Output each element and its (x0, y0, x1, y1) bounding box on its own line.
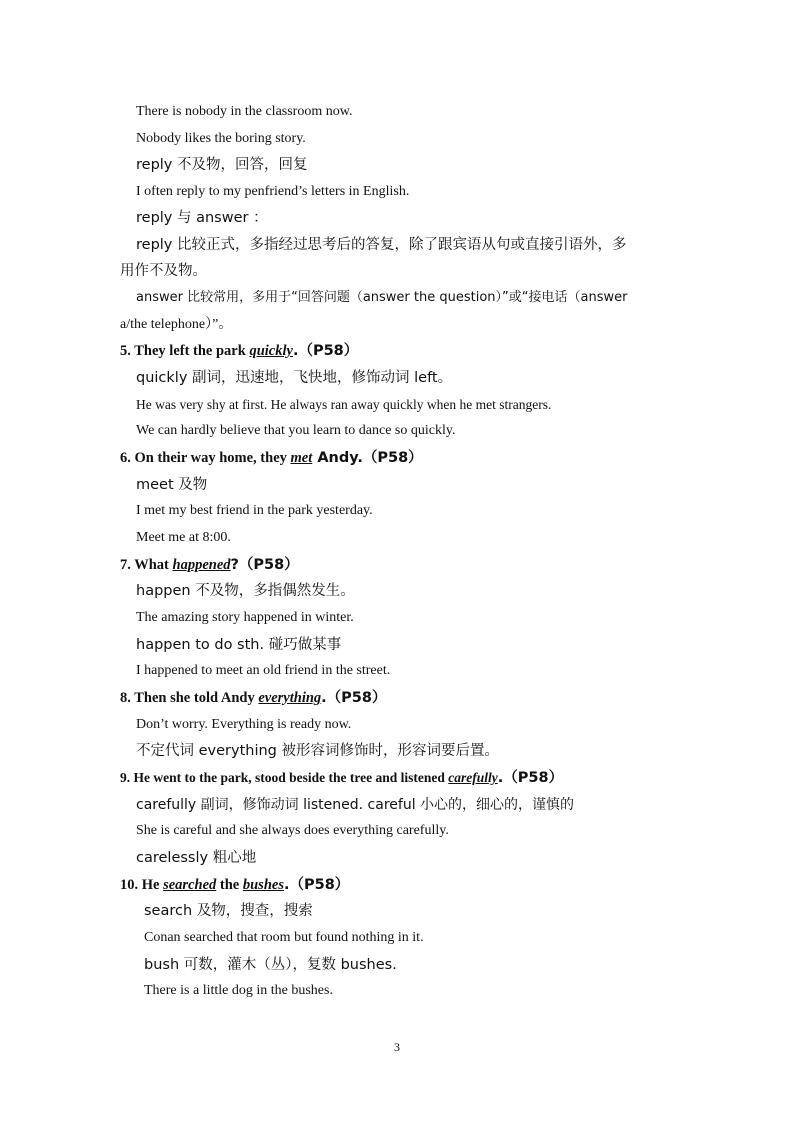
section-heading-7: 7. What happened?（P58） (120, 557, 299, 573)
text-line: bush 可数，灌木（丛），复数 bushes. (144, 957, 397, 973)
text-line: reply 比较正式，多指经过思考后的答复，除了跟宾语从句或直接引语外，多 (136, 237, 627, 253)
text-line: reply 不及物，回答，回复 (136, 157, 308, 173)
text-line: Don’t worry. Everything is ready now. (136, 717, 352, 732)
text-line: Meet me at 8:00. (136, 530, 231, 545)
text-line: carefully 副词，修饰动词 listened. careful 小心的，细心的，谨慎的 (136, 797, 575, 813)
text-line: There is a little dog in the bushes. (144, 983, 333, 998)
section-heading-9: 9. He went to the park, stood beside the tree and listened carefully.（P58） (120, 770, 564, 786)
keyword: searched (163, 877, 217, 893)
text-line: I happened to meet an old friend in the street. (136, 663, 391, 678)
text-line: There is nobody in the classroom now. (136, 104, 353, 119)
text-line: 用作不及物。 (120, 263, 207, 279)
text-line: The amazing story happened in winter. (136, 610, 354, 625)
keyword: happened (172, 557, 231, 573)
text-line: I met my best friend in the park yesterday. (136, 503, 373, 518)
text-line: We can hardly believe that you learn to dance so quickly. (136, 423, 456, 438)
text-line: search 及物，搜查，搜索 (144, 903, 313, 919)
text-line: meet 及物 (136, 477, 208, 493)
text-line: reply 与 answer ： (136, 210, 268, 226)
text-line: happen 不及物，多指偶然发生。 (136, 583, 355, 599)
keyword: everything (258, 690, 322, 706)
text-line: He was very shy at first. He always ran away quickly when he met strangers. (136, 397, 552, 412)
text-line: She is careful and she always does everything carefully. (136, 823, 449, 838)
keyword: carefully (448, 770, 498, 785)
keyword: met (290, 450, 313, 466)
section-heading-8: 8. Then she told Andy everything.（P58） (120, 690, 387, 706)
section-heading-6: 6. On their way home, they met Andy.（P58） (120, 450, 423, 466)
text-line: Conan searched that room but found nothing in it. (144, 930, 424, 945)
text-line: carelessly 粗心地 (136, 850, 257, 866)
page-number: 3 (394, 1040, 400, 1054)
keyword: bushes (242, 877, 284, 893)
text-line: Nobody likes the boring story. (136, 131, 306, 146)
text-line: 不定代词 everything 被形容词修饰时，形容词要后置。 (136, 743, 499, 759)
text-line: a/the telephone）”。 (120, 317, 233, 332)
section-heading-5: 5. They left the park quickly.（P58） (120, 343, 359, 359)
keyword: quickly (249, 343, 293, 359)
text-line: happen to do sth. 碰巧做某事 (136, 637, 342, 653)
section-heading-10: 10. He searched the bushes.（P58） (120, 877, 350, 893)
text-line: answer 比较常用，多用于“回答问题（answer the question）”或“接电话（answer (136, 290, 628, 305)
text-line: I often reply to my penfriend’s letters in English. (136, 184, 410, 199)
text-line: quickly 副词，迅速地，飞快地，修饰动词 left。 (136, 370, 453, 386)
